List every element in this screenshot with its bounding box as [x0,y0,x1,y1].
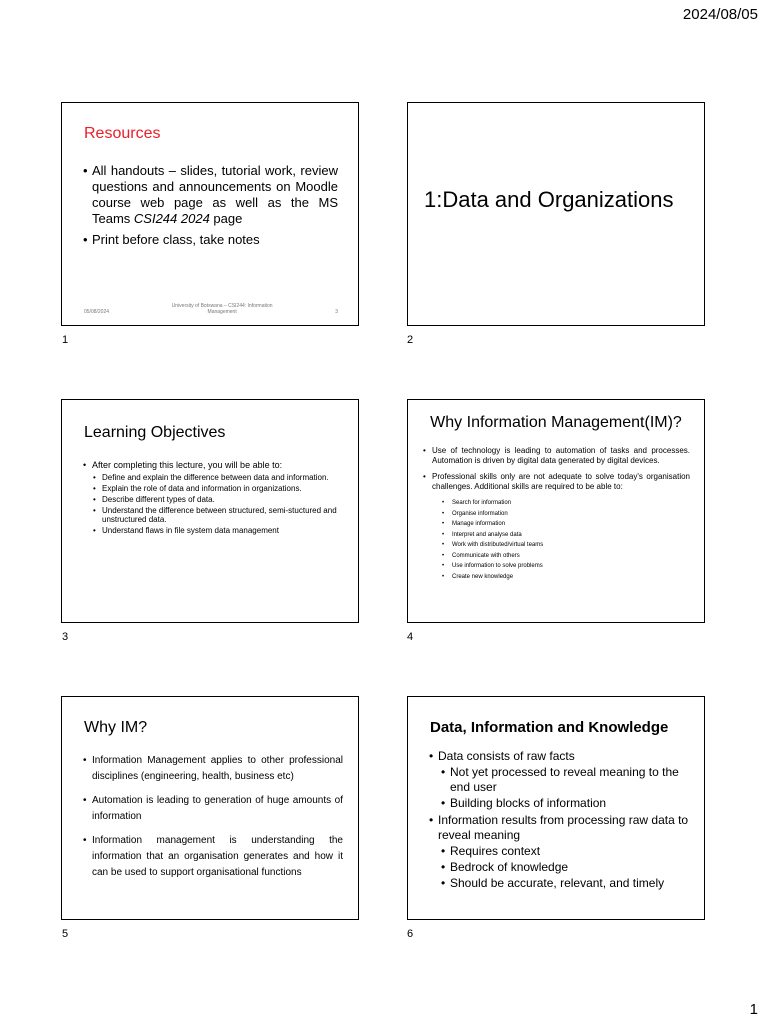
slide-title: Why Information Management(IM)? [430,414,682,431]
bullet: • Use of technology is leading to automation of tasks and processes. Automation is driven by digital data generated by digital devices. [432,446,690,466]
slide-2 [407,102,705,326]
bullet: • Automation is leading to generation of huge amounts of information [92,793,343,825]
slide-6 [407,696,705,920]
sub-bullet: • Create new knowledge [452,572,690,583]
bullet: • Information management is understanding the information that an organisation generates and how it can be used to support organisational functions [92,833,343,881]
sub-bullet: • Interpret and analyse data [452,530,690,541]
slide-footer [84,303,338,315]
sub-bullet: • Should be accurate, relevant, and timely [450,876,693,891]
bullet: • Professional skills only are not adequate to solve today's organisation challenges. Additional skills are required to be able to: • Search for information • Organise information • Manage information • Interpret and analyse data • Work with distributed/virtual teams • Communicate with others • Use information to solve problems • Create new knowledge [432,472,690,582]
slide-5 [61,696,359,920]
slide-number: 3 [62,631,69,643]
slide-number: 1 [62,334,69,346]
slide-number: 2 [407,334,414,346]
sub-bullet: • Requires context [450,844,693,859]
sub-bullet: • Building blocks of information [450,796,693,811]
slide-1 [61,102,359,326]
sub-bullet: • Organise information [452,509,690,520]
slide-number: 6 [407,928,414,940]
sub-bullet: • Bedrock of knowledge [450,860,693,875]
bullet: • Print before class, take notes [92,232,338,248]
page-date: 2024/08/05 [682,6,758,23]
footer-page: 3 [335,309,338,315]
sub-bullet: • Search for information [452,498,690,509]
sub-bullet: • Understand flaws in file system data management [102,526,342,535]
page-number: 1 [749,1001,758,1018]
slide-title: Resources [84,125,161,142]
slide-title: Learning Objectives [84,424,226,441]
bullet: • Information results from processing raw data to reveal meaning • Requires context • Bedrock of knowledge • Should be accurate, relevant, and timely [438,813,693,891]
bullet: • After completing this lecture, you will be able to: • Define and explain the difference between data and information. • Explain the role of data and information in organizations. • Describe different types of data. • Understand the difference between structured, semi-stuctured and unstructured data. • Understand flaws in file system data management [92,460,342,535]
sub-bullet: • Not yet processed to reveal meaning to the end user [450,765,693,795]
slide-4 [407,399,705,623]
sub-bullet: • Define and explain the difference between data and information. [102,473,342,482]
footer-date: 05/08/2024 [84,309,110,315]
sub-bullet: • Use information to solve problems [452,561,690,572]
sub-bullet: • Understand the difference between structured, semi-stuctured and unstructured data. [102,506,342,524]
sub-bullet: • Manage information [452,519,690,530]
footer-course: University of Botswana – CSI244: Information Management [171,303,273,315]
bullet: • All handouts – slides, tutorial work, review questions and announcements on Moodle course web page as well as the MS Teams CSI244 2024 page [92,163,338,227]
slide-title: Why IM? [84,719,148,736]
slide-3 [61,399,359,623]
sub-bullet: • Communicate with others [452,551,690,562]
sub-bullet: • Work with distributed/virtual teams [452,540,690,551]
slide-number: 5 [62,928,69,940]
sub-bullet: • Describe different types of data. [102,495,342,504]
slide-title: 1:Data and Organizations [424,187,674,212]
slide-title: Data, Information and Knowledge [430,719,669,736]
bullet: • Data consists of raw facts • Not yet processed to reveal meaning to the end user • Building blocks of information [438,749,693,811]
bullet: • Information Management applies to other professional disciplines (engineering, health, business etc) [92,753,343,785]
slide-number: 4 [407,631,414,643]
sub-bullet: • Explain the role of data and information in organizations. [102,484,342,493]
